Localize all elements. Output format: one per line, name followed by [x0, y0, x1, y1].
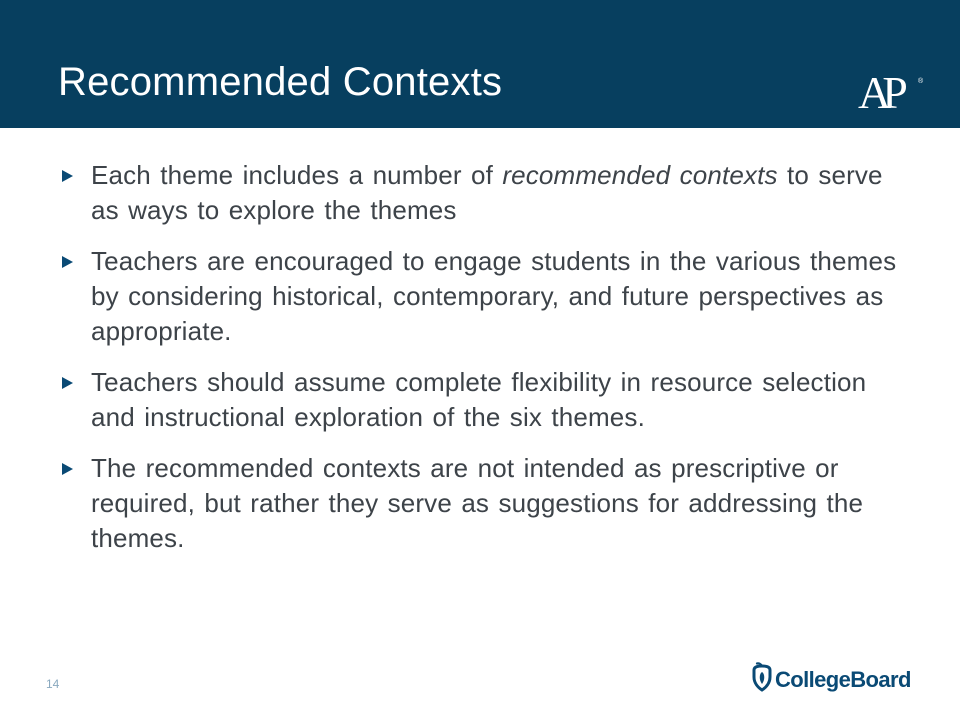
bullet-item [62, 244, 902, 349]
bullet-item [62, 158, 902, 228]
collegeboard-logo [751, 662, 926, 696]
title-bar [0, 0, 960, 128]
bullet-text: Teachers are encouraged to engage students in the various themes by considering historical, contemporary, and future perspectives as appropriate. [91, 246, 897, 346]
ap-logo [858, 67, 924, 118]
slide-title: Recommended Contexts [58, 60, 503, 104]
bullet-text-part: to serve as ways to explore the themes [91, 160, 883, 225]
triangle-bullet-icon [62, 463, 73, 475]
bullet-text: Teachers should assume complete flexibility in resource selection and instructional exploration of the six themes. [91, 367, 867, 432]
bullet-item [62, 451, 902, 556]
bullet-text: The recommended contexts are not intended as prescriptive or required, but rather they serve as suggestions for addressing the themes. [91, 453, 864, 553]
ap-logo-text: AP [858, 67, 899, 118]
registered-mark: ® [918, 78, 924, 85]
triangle-bullet-icon [62, 377, 73, 389]
triangle-bullet-icon [62, 256, 73, 268]
bullet-list [62, 158, 902, 572]
triangle-bullet-icon [62, 170, 73, 182]
collegeboard-wordmark: CollegeBoard [775, 667, 911, 692]
bullet-text-part: Each theme includes a number of [91, 160, 503, 190]
acorn-shield-icon [751, 662, 773, 692]
page-number: 14 [46, 677, 60, 691]
bullet-text-emphasis: recommended contexts [502, 160, 778, 190]
bullet-item [62, 365, 902, 435]
